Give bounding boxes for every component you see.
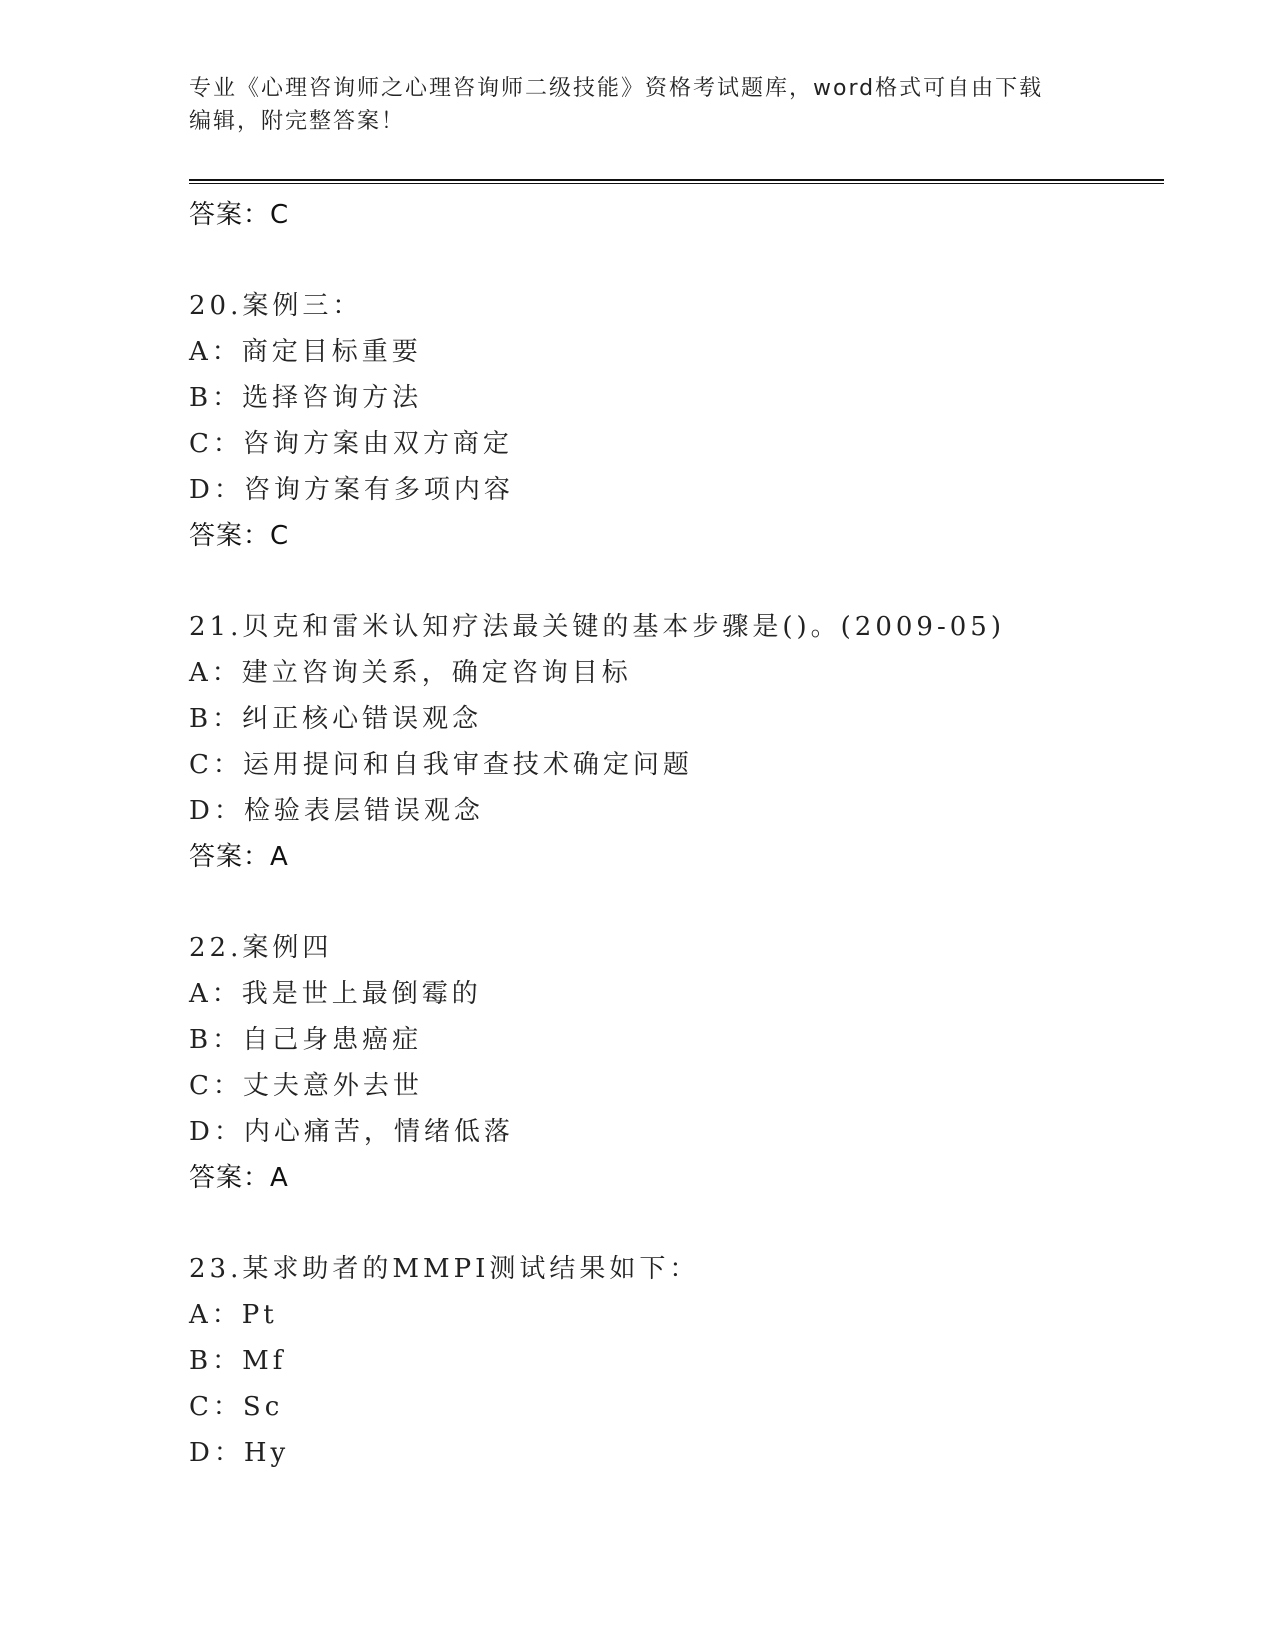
option-d: D：检验表层错误观念 (189, 796, 484, 826)
option-b: B：自己身患癌症 (189, 1025, 423, 1055)
document-header (189, 72, 1089, 138)
option-b: B：选择咨询方法 (189, 383, 423, 413)
question-stem: 20.案例三： (189, 291, 363, 321)
answer-line: 答案：C (189, 200, 290, 230)
header-line-1: 专业《心理咨询师之心理咨询师二级技能》资格考试题库，word格式可自由下载 (189, 76, 1044, 101)
header-divider-thick (189, 179, 1164, 181)
option-d: D：咨询方案有多项内容 (189, 475, 514, 505)
option-c: C：Sc (189, 1392, 284, 1422)
question-block-22 (189, 925, 1164, 1201)
header-divider-thin (189, 183, 1164, 184)
document-body (189, 192, 1164, 1476)
option-b: B：Mf (189, 1346, 287, 1376)
answer-line: 答案：A (189, 842, 289, 872)
option-c: C：咨询方案由双方商定 (189, 429, 513, 459)
answer-line: 答案：A (189, 1163, 289, 1193)
question-block-21 (189, 604, 1164, 880)
question-block-23 (189, 1246, 1164, 1476)
option-a: A：Pt (189, 1300, 278, 1330)
option-a: A：商定目标重要 (189, 337, 422, 367)
header-line-2: 编辑，附完整答案！ (189, 109, 406, 134)
question-block-20 (189, 283, 1164, 559)
option-c: C：丈夫意外去世 (189, 1071, 423, 1101)
question-stem: 22.案例四 (189, 933, 333, 963)
option-b: B：纠正核心错误观念 (189, 704, 483, 734)
question-stem: 21.贝克和雷米认知疗法最关键的基本步骤是()。(2009-05) (189, 612, 1005, 642)
answer-line: 答案：C (189, 521, 290, 551)
question-stem: 23.某求助者的MMPI测试结果如下： (189, 1254, 700, 1284)
option-c: C：运用提问和自我审查技术确定问题 (189, 750, 693, 780)
option-d: D：内心痛苦，情绪低落 (189, 1117, 514, 1147)
option-a: A：建立咨询关系，确定咨询目标 (189, 658, 632, 688)
option-a: A：我是世上最倒霉的 (189, 979, 482, 1009)
option-d: D：Hy (189, 1438, 290, 1468)
